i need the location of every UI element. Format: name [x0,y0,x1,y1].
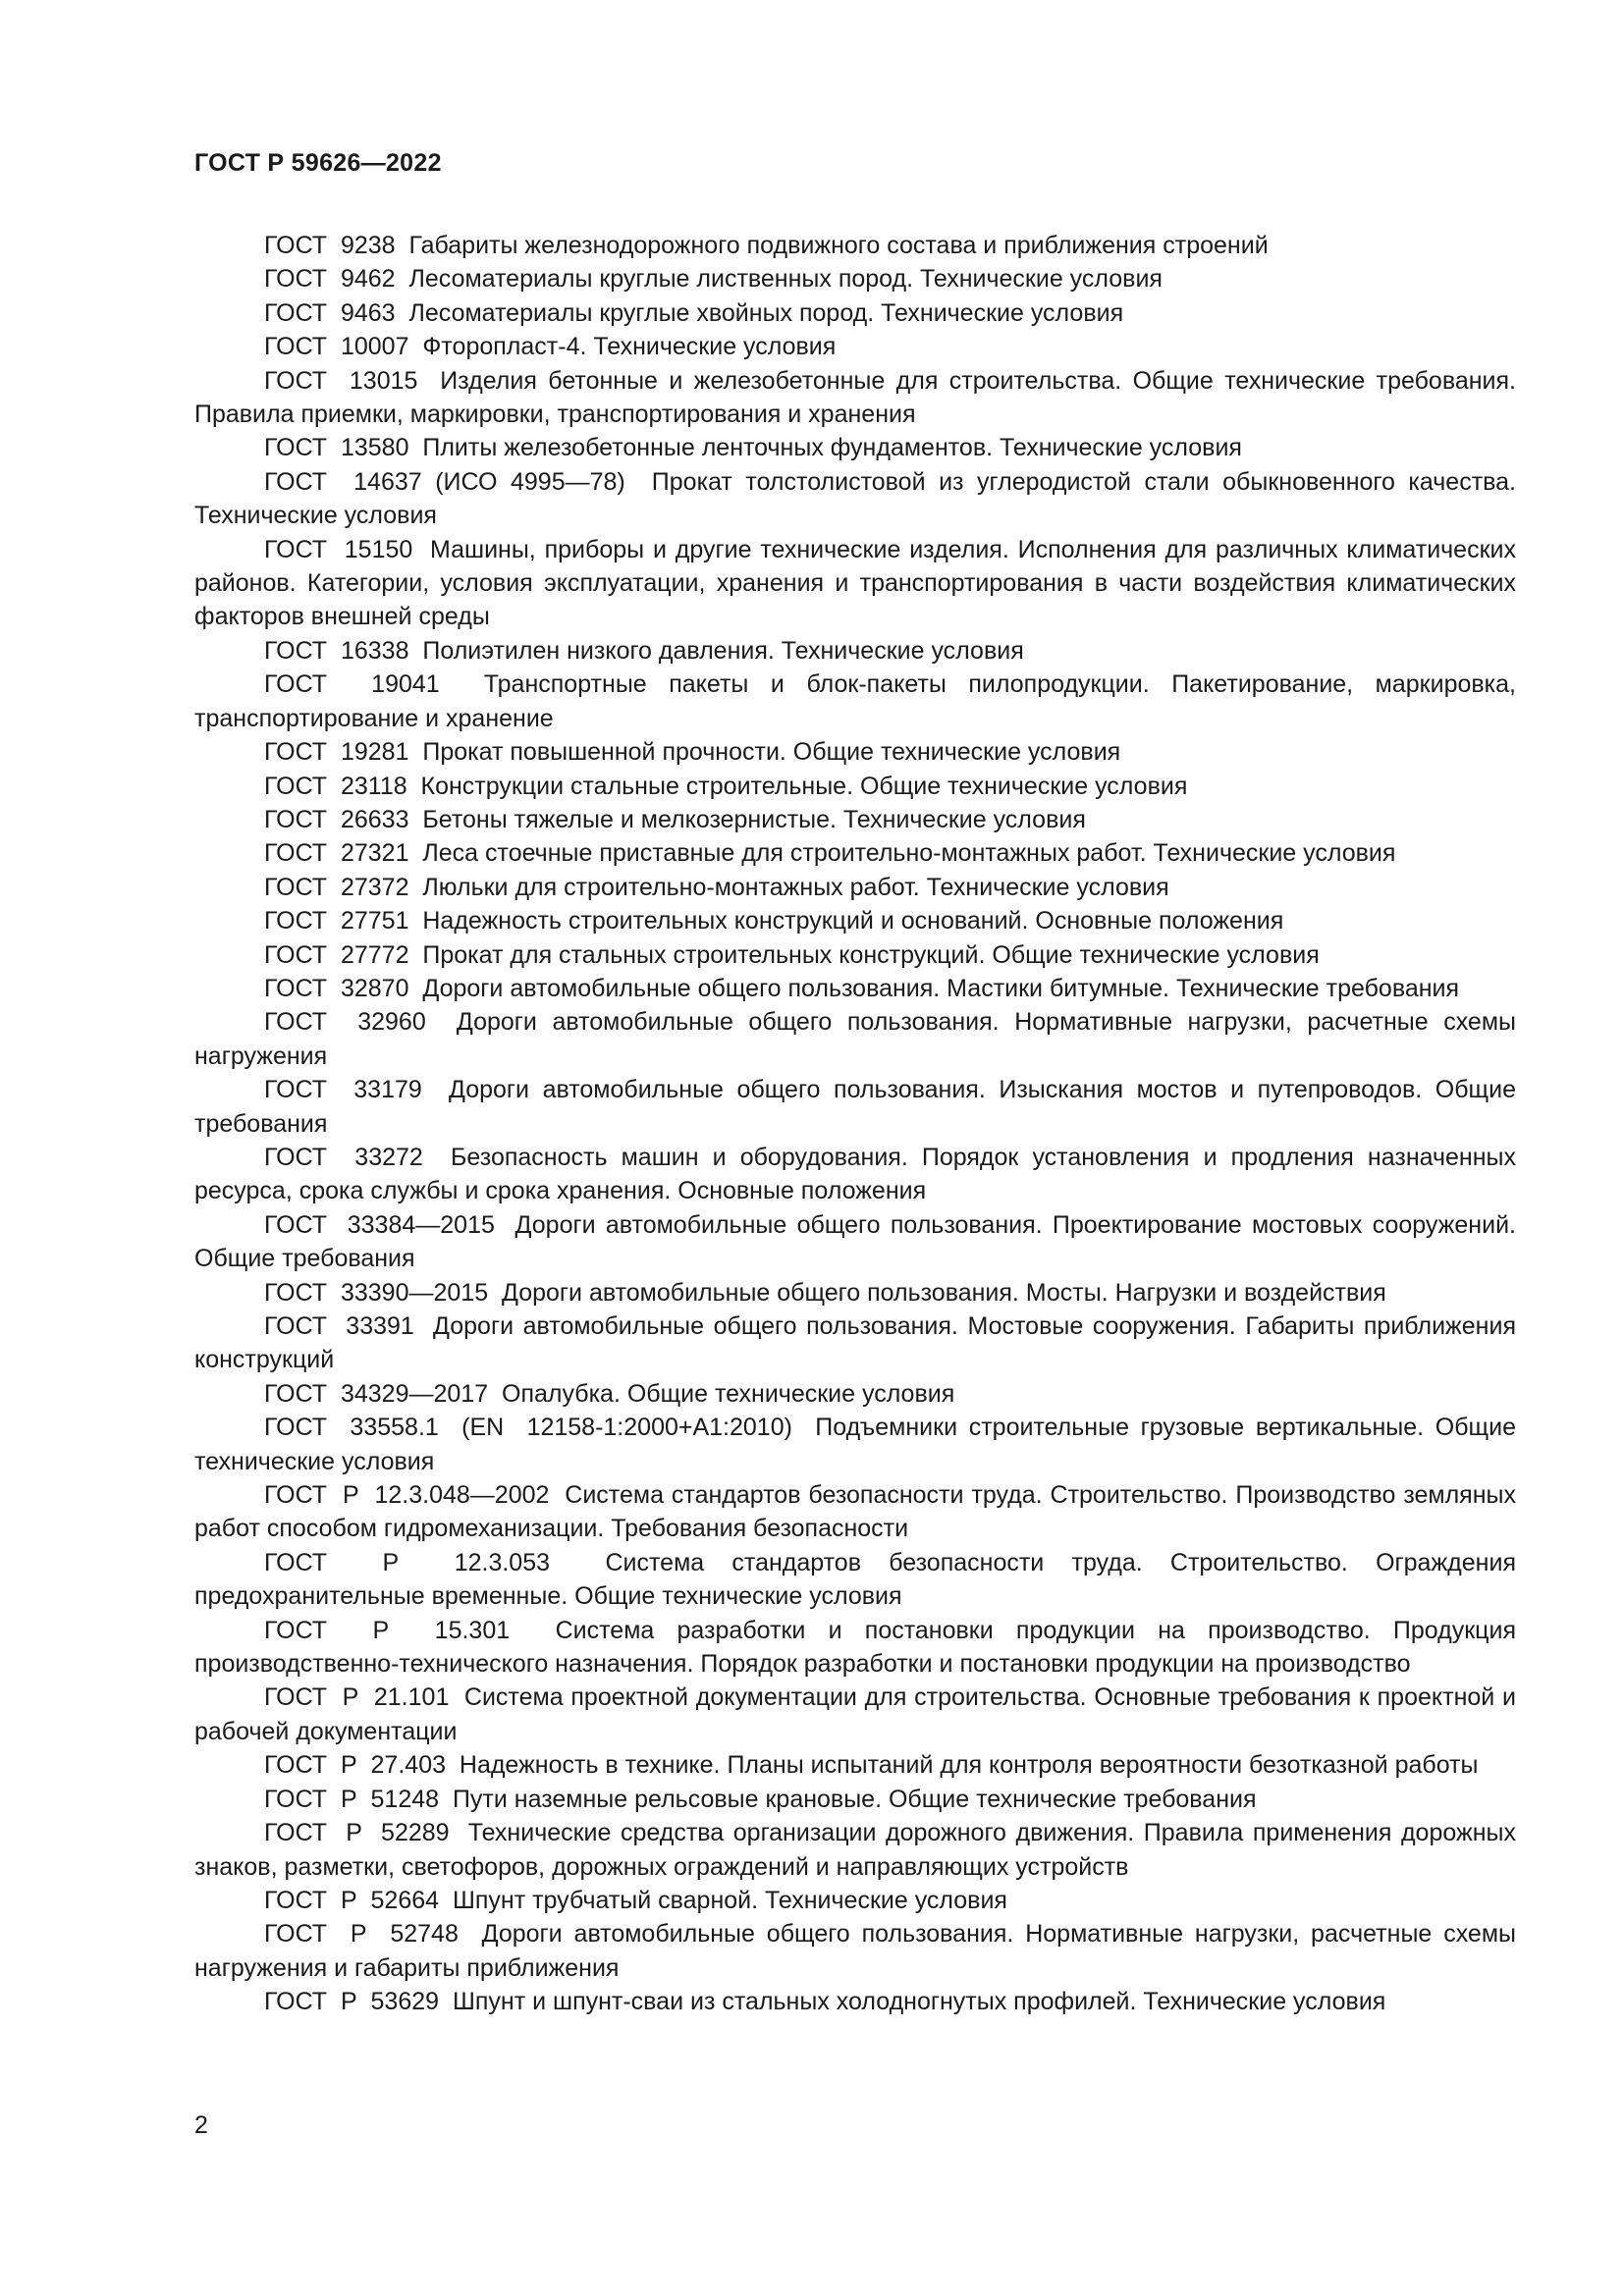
reference-entry: ГОСТ 9462 Лесоматериалы круглые лиственных пород. Технические условия [264,265,1163,294]
reference-entry: ГОСТ 9463 Лесоматериалы круглые хвойных пород. Технические условия [264,298,1124,327]
reference-entry: ГОСТ 14637 (ИСО 4995—78) Прокат толстолистовой из углеродистой стали обыкновенного качества. Технические условия [194,467,1523,530]
page-number: 2 [194,2111,208,2139]
document-header: ГОСТ Р 59626—2022 [194,149,442,177]
reference-entry: ГОСТ 27751 Надежность строительных конструкций и оснований. Основные положения [264,907,1284,935]
reference-entry: ГОСТ Р 15.301 Система разработки и постановки продукции на производство. Продукция производственно-технического назначения. Порядок разработки и постановки продукции на производство [194,1616,1523,1679]
reference-entry: ГОСТ Р 12.3.048—2002 Система стандартов безопасности труда. Строительство. Производство земляных работ способом гидромеханизации. Требования безопасности [194,1481,1523,1543]
reference-entry: ГОСТ Р 52748 Дороги автомобильные общего пользования. Нормативные нагрузки, расчетные схемы нагружения и габариты приближения [194,1920,1523,1982]
reference-entry: ГОСТ 33272 Безопасность машин и оборудования. Порядок установления и продления назначенных ресурса, срока службы и срока хранения. Основные положения [194,1143,1523,1205]
reference-entry: ГОСТ 32960 Дороги автомобильные общего пользования. Нормативные нагрузки, расчетные схемы нагружения [194,1008,1523,1070]
reference-entry: ГОСТ 10007 Фторопласт-4. Технические условия [264,333,837,361]
reference-entry: ГОСТ 33558.1 (EN 12158-1:2000+A1:2010) Подъемники строительные грузовые вертикальные. Общие технические условия [194,1414,1523,1475]
reference-entry: ГОСТ 27321 Леса стоечные приставные для строительно-монтажных работ. Технические условия [264,839,1396,868]
reference-entry: ГОСТ Р 12.3.053 Система стандартов безопасности труда. Строительство. Ограждения предохранительные временные. Общие технические условия [194,1548,1523,1611]
reference-entry: ГОСТ Р 51248 Пути наземные рельсовые крановые. Общие технические требования [264,1785,1257,1813]
reference-entry: ГОСТ 33179 Дороги автомобильные общего пользования. Изыскания мостов и путепроводов. Общие требования [194,1076,1523,1138]
reference-entry: ГОСТ Р 52664 Шпунт трубчатый сварной. Технические условия [264,1886,1007,1914]
reference-entry: ГОСТ 33391 Дороги автомобильные общего пользования. Мостовые сооружения. Габариты приближения конструкций [194,1312,1523,1374]
reference-entry: ГОСТ 19281 Прокат повышенной прочности. Общие технические условия [264,738,1121,767]
reference-entry: ГОСТ 26633 Бетоны тяжелые и мелкозернистые. Технические условия [264,805,1086,833]
reference-entry: ГОСТ 13015 Изделия бетонные и железобетонные для строительства. Общие технические требования. Правила приемки, маркировки, транспортирования и хранения [194,366,1523,429]
reference-entry: ГОСТ 27772 Прокат для стальных строительных конструкций. Общие технические условия [264,940,1320,969]
reference-entry: ГОСТ 33390—2015 Дороги автомобильные общего пользования. Мосты. Нагрузки и воздействия [264,1278,1386,1307]
reference-entry: ГОСТ 27372 Люльки для строительно-монтажных работ. Технические условия [264,873,1169,901]
reference-entry: ГОСТ 16338 Полиэтилен низкого давления. Технические условия [264,636,1024,665]
reference-entry: ГОСТ 23118 Конструкции стальные строительные. Общие технические условия [264,772,1188,800]
reference-entry: ГОСТ Р 52289 Технические средства организации дорожного движения. Правила применения дорожных знаков, разметки, светофоров, дорожных ограждений и направляющих устройств [194,1819,1523,1881]
reference-entry: ГОСТ Р 53629 Шпунт и шпунт-сваи из стальных холодногнутых профилей. Технические условия [264,1988,1386,2016]
reference-entry: ГОСТ 32870 Дороги автомобильные общего пользования. Мастики битумные. Технические требования [264,974,1460,1002]
reference-entry: ГОСТ 34329—2017 Опалубка. Общие технические условия [264,1379,955,1408]
reference-entry: ГОСТ 15150 Машины, приборы и другие технические изделия. Исполнения для различных климатических районов. Категории, условия эксплуатации, хранения и транспортирования в части воздействия климатических факторов внешней среды [194,535,1523,631]
reference-entry: ГОСТ 33384—2015 Дороги автомобильные общего пользования. Проектирование мостовых сооружений. Общие требования [194,1210,1523,1273]
reference-entry: ГОСТ 9238 Габариты железнодорожного подвижного состава и приближения строений [264,232,1269,259]
reference-entry: ГОСТ Р 21.101 Система проектной документации для строительства. Основные требования к проектной и рабочей документации [194,1683,1523,1745]
normative-references-list [194,229,1523,2019]
reference-entry: ГОСТ 19041 Транспортные пакеты и блок-пакеты пилопродукции. Пакетирование, маркировка, транспортирование и хранение [194,670,1523,732]
reference-entry: ГОСТ 13580 Плиты железобетонные ленточных фундаментов. Технические условия [264,434,1242,462]
reference-entry: ГОСТ Р 27.403 Надежность в технике. Планы испытаний для контроля вероятности безотказной работы [264,1751,1479,1780]
